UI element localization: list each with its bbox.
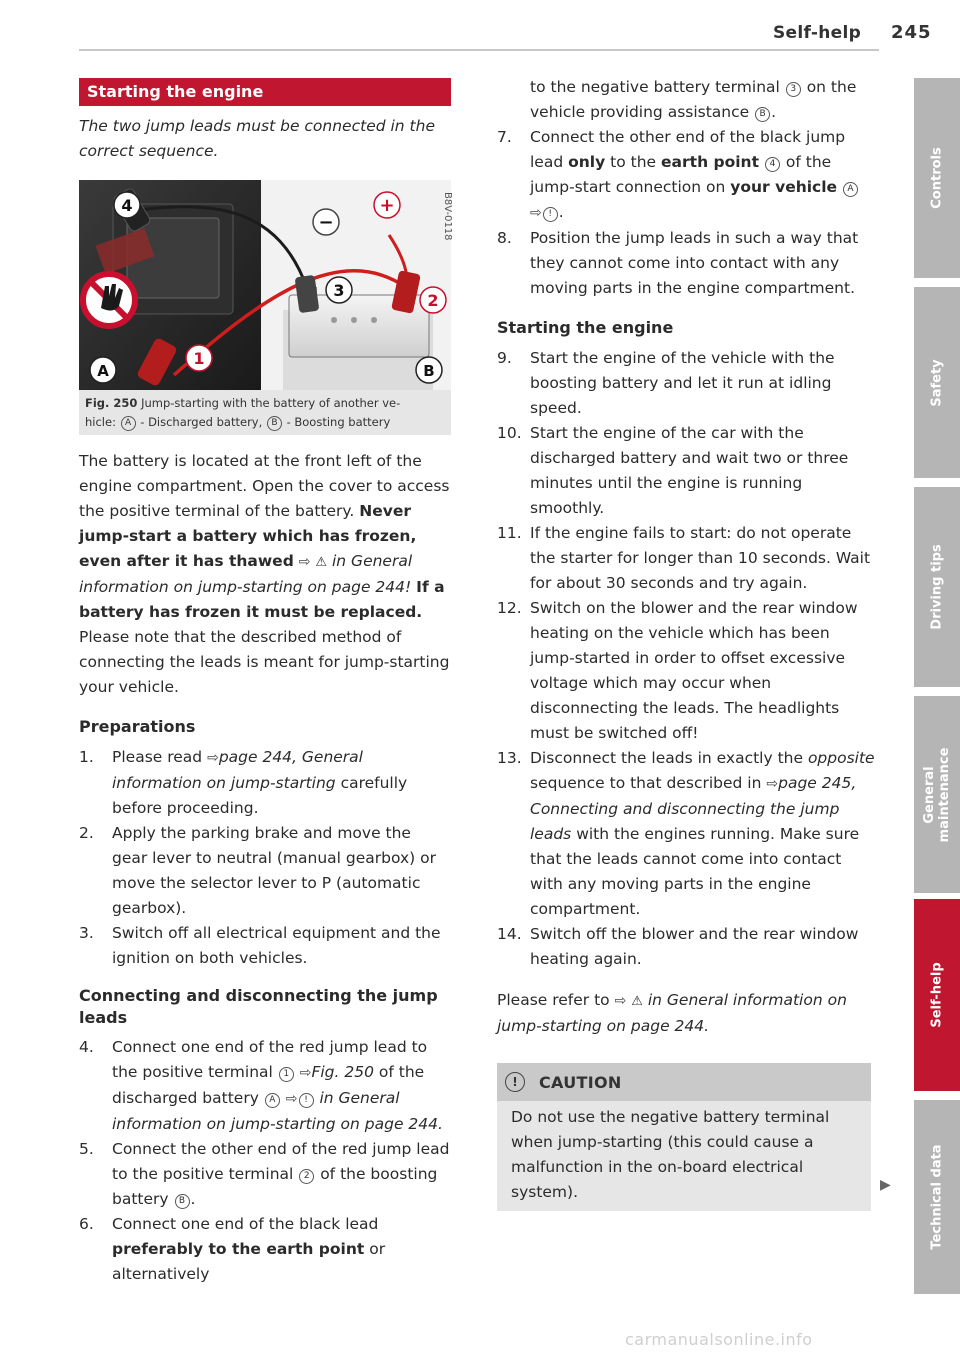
svg-text:3: 3 <box>333 281 345 300</box>
tab-label: General maintenance <box>922 747 952 842</box>
tab-driving-tips[interactable] <box>914 487 960 687</box>
list-item: 10. Start the engine of the car with the discharged battery and wait two or three minutes until the engine is running smoothly. <box>497 424 849 517</box>
link-page-245[interactable]: page 245, Connecting and disconnecting the jump leads <box>530 774 857 843</box>
callout-badge-2: 2 <box>299 1169 314 1184</box>
starting-steps <box>497 346 875 972</box>
left-column <box>79 78 451 1287</box>
tab-label: Self-help <box>929 962 945 1028</box>
connecting-steps <box>79 1035 451 1287</box>
arrow-right-icon: ⇨ <box>285 1091 298 1107</box>
callout-badge-3: 3 <box>786 82 801 97</box>
warning-triangle-icon: ⚠ <box>631 994 643 1009</box>
intro-text: The two jump leads must be connected in the correct sequence. <box>79 117 435 160</box>
callout-badge-a: A <box>843 182 858 197</box>
figure-caption <box>79 390 451 435</box>
caution-title: CAUTION <box>539 1072 622 1092</box>
callout-plus <box>374 192 400 218</box>
callout-2 <box>420 287 446 313</box>
figure-250 <box>79 180 451 390</box>
link-general-information[interactable]: in General information on jump-starting on page 244. <box>112 1089 443 1133</box>
caption-badge-a: A <box>121 416 136 431</box>
callout-a <box>90 357 116 383</box>
tab-technical-data[interactable] <box>914 1100 960 1294</box>
list-item: 2. Apply the parking brake and move the gear lever to neutral (manual gearbox) or move the selector lever to P (automatic gearbox). <box>79 824 436 917</box>
svg-text:A: A <box>97 362 109 380</box>
link-general-information[interactable]: in General information on jump-starting on page 244! <box>79 552 413 596</box>
tab-label: Technical data <box>929 1144 945 1250</box>
list-item: 5. Connect the other end of the red jump lead to the positive terminal 2 of the boosting battery B . <box>79 1140 450 1208</box>
list-item: 6. Connect one end of the black lead preferably to the earth point or alternatively <box>79 1215 386 1283</box>
arrow-right-icon: ⇨ <box>298 554 311 570</box>
list-item: 7. Connect the other end of the black jump lead only to the earth point 4 of the jump-start connection on your vehicle A ⇨ ! . <box>497 125 875 226</box>
continue-arrow-icon: ▶ <box>880 1177 891 1193</box>
caption-line1: Jump-starting with the battery of another ve- <box>141 396 401 410</box>
caution-ref-icon: ! <box>299 1093 314 1108</box>
callout-badge-4: 4 <box>765 157 780 172</box>
figure-code: B8V-0118 <box>442 192 453 241</box>
tab-general-maintenance[interactable] <box>914 696 960 893</box>
link-fig-250[interactable]: Fig. 250 <box>311 1063 374 1081</box>
list-item: 13. Disconnect the leads in exactly the opposite sequence to that described in ⇨page 245, Connecting and disconnecting the jump leads with the engines running. Make sure that the leads cannot come into contact with any moving parts in the engine compartment. <box>497 749 875 918</box>
callout-badge-a: A <box>265 1093 280 1108</box>
caption-badge-b: B <box>267 416 282 431</box>
arrow-right-icon: ⇨ <box>299 1065 312 1081</box>
watermark: carmanualsonline.info <box>625 1330 813 1349</box>
jump-start-illustration <box>79 180 451 390</box>
list-item: 14. Switch off the blower and the rear window heating again. <box>497 925 859 968</box>
preparation-steps <box>79 745 451 971</box>
tab-label: Controls <box>929 147 945 209</box>
connecting-heading: Connecting and disconnecting the jump leads <box>79 986 438 1027</box>
arrow-right-icon: ⇨ <box>766 776 779 792</box>
callout-badge-b: B <box>175 1194 190 1209</box>
callout-1 <box>186 345 212 371</box>
svg-text:B: B <box>423 362 435 380</box>
callout-minus <box>313 209 339 235</box>
list-item: 4. Connect one end of the red jump lead to the positive terminal 1 ⇨Fig. 250 of the discharged battery A ⇨ ! in General information on jump-starting on page 244. <box>79 1038 443 1133</box>
steps-continued <box>497 75 875 301</box>
tab-safety[interactable] <box>914 287 960 478</box>
list-item: 1. Please read ⇨page 244, General information on jump-starting carefully before proceeding. <box>79 748 408 817</box>
tab-self-help[interactable] <box>914 899 960 1091</box>
caution-ref-icon: ! <box>543 207 558 222</box>
list-item: 8. Position the jump leads in such a way that they cannot come into contact with any moving parts in the engine compartment. <box>497 229 859 297</box>
callout-badge-1: 1 <box>279 1067 294 1082</box>
header-section-title: Self-help <box>773 23 862 43</box>
tab-label: Driving tips <box>929 544 945 630</box>
arrow-right-icon: ⇨ <box>614 993 627 1009</box>
svg-text:4: 4 <box>121 196 133 215</box>
warning-triangle-icon: ⚠ <box>315 555 328 570</box>
svg-text:1: 1 <box>193 349 205 368</box>
header-rule <box>79 49 879 51</box>
list-item: 11. If the engine fails to start: do not operate the starter for longer than 10 seconds. Wait for about 30 seconds and try again. <box>497 524 871 592</box>
page-number: 245 <box>891 22 932 43</box>
battery-location-paragraph: The battery is located at the front left of the engine compartment. Open the cover to access the positive terminal of the battery. Never jump-start a battery which has frozen, even after it has thawed ⇨ ⚠ in General information on jump-starting on page 244! If a battery has frozen it must be replaced. Please note that the described method of connecting the leads is meant for jump-starting your vehicle. <box>79 452 450 696</box>
callout-b <box>416 357 442 383</box>
caution-box <box>497 1063 871 1211</box>
caption-line2-pre: hicle: <box>85 415 116 429</box>
caption-end: - Boosting battery <box>286 415 391 429</box>
callout-3 <box>326 277 352 303</box>
section-title-bar: Starting the engine <box>79 78 451 106</box>
tab-controls[interactable] <box>914 78 960 278</box>
callout-badge-b: B <box>755 107 770 122</box>
caption-mid: - Discharged battery, <box>140 415 263 429</box>
list-item: to the negative battery terminal 3 on the vehicle providing assistance B . <box>530 78 857 121</box>
starting-heading: Starting the engine <box>497 318 674 337</box>
right-column <box>497 75 875 1211</box>
list-item: 9. Start the engine of the vehicle with the boosting battery and let it run at idling speed. <box>497 349 835 417</box>
caution-body: Do not use the negative battery terminal when jump-starting (this could cause a malfunction in the on-board electrical system). <box>497 1101 871 1211</box>
caution-header <box>497 1063 871 1101</box>
tab-label: Safety <box>929 358 945 407</box>
svg-text:+: + <box>379 195 395 216</box>
link-page-244[interactable]: page 244, General information on jump-starting <box>112 748 363 792</box>
caption-label: Fig. 250 <box>85 396 138 410</box>
link-general-information[interactable]: in General information on jump-starting on page 244. <box>497 991 847 1035</box>
list-item: 12. Switch on the blower and the rear window heating on the vehicle which has been jump-started in order to offset excessive voltage which may occur when disconnecting the leads. The headlights must be switched off! <box>497 599 858 742</box>
callout-4 <box>114 192 140 218</box>
refer-paragraph: Please refer to ⇨ ⚠ in General information on jump-starting on page 244. <box>497 991 847 1035</box>
caution-icon: ! <box>505 1072 525 1092</box>
svg-text:−: − <box>318 212 334 233</box>
svg-text:2: 2 <box>427 291 439 310</box>
preparations-heading: Preparations <box>79 717 196 736</box>
list-item: 3. Switch off all electrical equipment and the ignition on both vehicles. <box>79 924 441 967</box>
arrow-right-icon: ⇨ <box>530 205 542 221</box>
arrow-right-icon: ⇨ <box>207 750 219 766</box>
